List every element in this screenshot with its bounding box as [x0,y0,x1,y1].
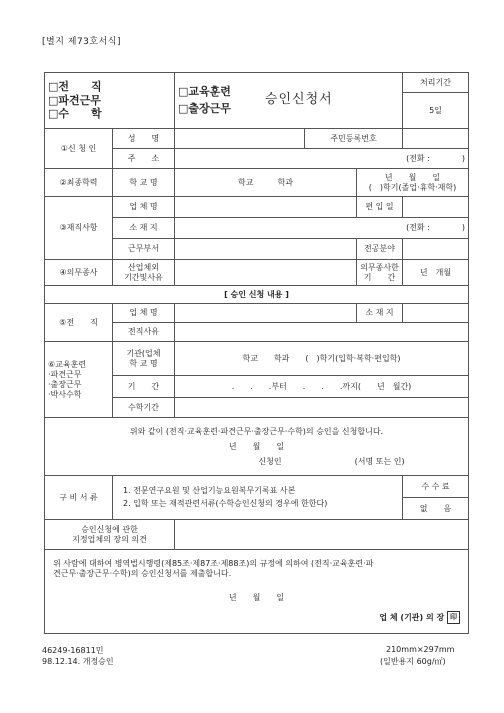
training-section-4: ·박사수학 [48,389,82,399]
service-period-field[interactable]: 년 개월 [403,260,469,286]
transfer-reason-field[interactable] [175,323,469,342]
school-field[interactable]: 학교 학과 [175,169,357,197]
outside-period-label [113,260,175,286]
training-org-label-1: 기관(업체 [126,348,161,358]
seal-mark: 印 [447,611,460,624]
school-label: 학 교 명 [113,169,175,197]
application-form [44,72,469,634]
enroll-date-field[interactable] [403,197,469,218]
transfer-location-field[interactable] [403,304,469,323]
footer-paper: (일반용지 60g/㎡) [380,657,446,666]
education-section: ②최종학력 [45,169,113,197]
applicant-section: ①신 청 인 [45,129,113,169]
transfer-company-label: 업 체 명 [113,304,175,323]
opinion-label-2: 지정업체의 장의 의견 [72,534,147,544]
transfer-reason-label: 전직사유 [113,323,175,342]
check-training[interactable]: □교육훈련 [178,85,231,98]
rrn-label: 주민등록번호 [305,129,403,149]
footer-size: 210mm×297mm [386,645,455,654]
department-field[interactable] [175,239,357,260]
study-period-label: 수학기간 [113,398,175,418]
service-section: ④의무종사 [45,260,113,286]
check-business-trip[interactable]: □출장근무 [178,101,231,115]
opinion-label [45,520,175,550]
training-section-1: ⑥교육훈련 [48,359,87,369]
signature-placeholder[interactable]: (서명 또는 인) [354,456,405,466]
department-label: 근무부서 [113,239,175,260]
footer-code: 46249-16811민 [42,646,104,655]
semester-status: ( )학기(졸업·휴학·재학) [368,182,457,192]
type-checks-1 [45,73,175,129]
address-field[interactable]: (전화 : ) [175,149,469,169]
training-section [45,342,113,418]
service-label-1: 의무종사한 [360,262,399,272]
training-section-2: ·파견근무 [48,369,82,379]
processing-period-label: 처리기간 [403,73,469,93]
company-field[interactable] [175,197,357,218]
rrn-field[interactable] [403,129,469,149]
outside-label-2: 기간및사유 [124,272,163,282]
training-org-field[interactable]: 학교 학과 ( )학기(입학·복학·편입학) [175,342,469,376]
documents-label: 구 비 서 류 [45,476,113,520]
submission-text-1: 위 사람에 대하여 병역법시행령(제85조·제87조·제88조)의 규정에 의하여 (전직·교육훈련·파 [53,559,374,568]
submission-date: 년 월 일 [228,593,285,602]
form-number: [별지 제73호서식] [42,37,121,47]
company-head-label: 업 체 (기관) 의 장 [379,613,445,622]
training-section-3: ·출장근무 [48,379,82,389]
check-dispatch[interactable]: □파견근무 [48,93,101,107]
name-label: 성 명 [113,129,175,149]
transfer-location-label: 소 재 지 [357,304,403,323]
training-org-label-2: 학 교 명 [129,358,158,368]
major-label: 전공분야 [357,239,403,260]
footer-approval: 98.12.14. 개정승인 [42,657,114,666]
transfer-section: ⑤전 직 [45,304,113,342]
opinion-field[interactable] [175,520,469,550]
applicant-label: 신청인 [258,456,282,466]
form-title: 승인신청서 [264,92,333,108]
title-cell [175,73,403,129]
transfer-company-field[interactable] [175,304,357,323]
submission-cell [45,550,469,634]
training-period-label: 기 간 [113,376,175,398]
service-period-label [357,260,403,286]
name-field[interactable] [175,129,305,149]
document-item-1: 1. 전문연구요원 및 산업기능요원복무기록표 사본 [123,486,296,495]
training-org-label [113,342,175,376]
fee-value: 없 음 [403,498,469,520]
check-study[interactable]: □수 학 [48,107,102,121]
graduation-date: 년 월 일 [384,172,441,182]
company-label: 업 체 명 [113,197,175,218]
training-period-field[interactable]: . . .부터 . . .까지( 년 월간) [175,376,469,398]
outside-label-1: 산업체외 [128,262,159,272]
fee-label: 수 수 료 [403,476,469,498]
education-date-cell[interactable] [357,169,469,197]
location-field[interactable]: (전화 : ) [175,218,469,239]
enroll-date-label: 편 입 일 [357,197,403,218]
declaration-date: 년 월 일 [228,441,285,451]
documents-list [113,476,403,520]
declaration-text: 위와 같이 (전직·교육훈련·파견근무·출장근무·수학)의 승인을 신청합니다. [129,426,384,436]
employment-section: ③재직사항 [45,197,113,260]
check-transfer[interactable]: □전 직 [48,79,102,93]
location-label: 소 재 지 [113,218,175,239]
opinion-label-1: 승인신청에 관한 [81,524,138,534]
processing-period-value: 5일 [403,93,469,129]
outside-period-field[interactable] [175,260,357,286]
declaration-cell [45,418,469,476]
document-item-2: 2. 입학 또는 재적관련서류(수학승인신청의 경우에 한한다) [123,499,328,508]
service-label-2: 기 간 [363,272,396,282]
submission-text-2: 견근무·출장근무·수학)의 승인신청서를 제출합니다. [53,569,232,578]
major-field[interactable] [403,239,469,260]
approval-header: [ 승인 신청 내용 ] [45,286,469,304]
study-period-field[interactable] [175,398,469,418]
address-label: 주 소 [113,149,175,169]
